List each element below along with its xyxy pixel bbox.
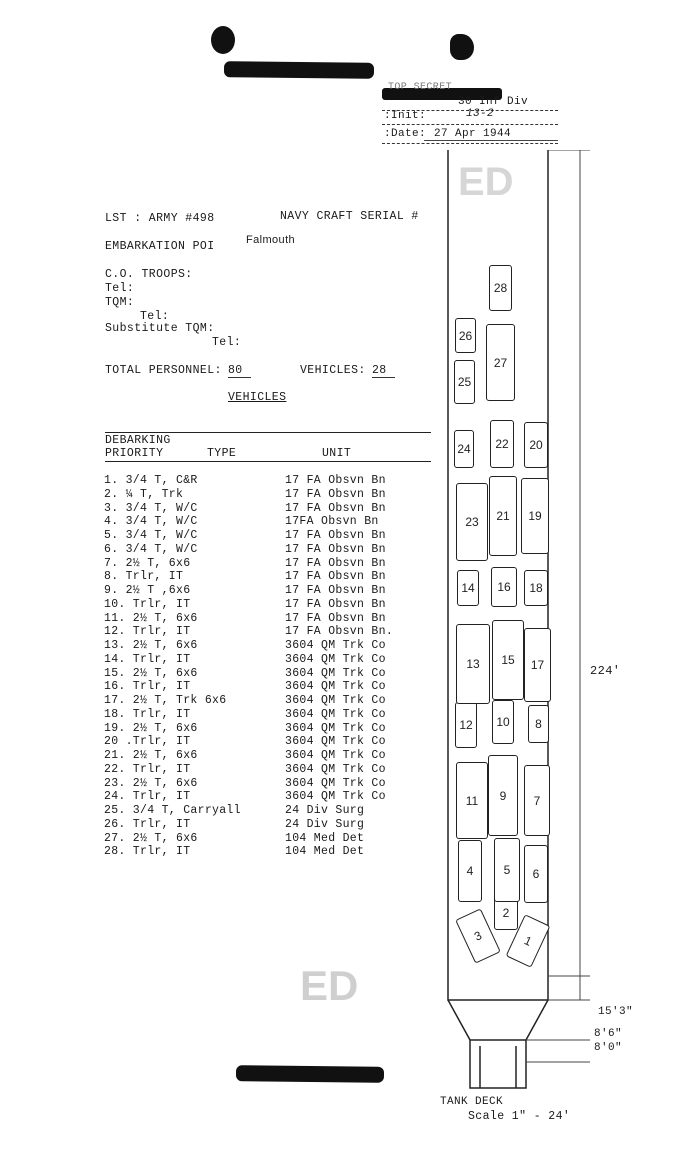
tel-label-3: Tel: — [212, 336, 242, 349]
vehicle-type-cell: 25. 3/4 T, Carryall — [104, 804, 241, 817]
deck-slot-5: 5 — [494, 838, 520, 902]
ghost-mark-top: ED — [458, 160, 514, 204]
deck-slot-21: 21 — [489, 476, 517, 556]
vehicle-unit-cell: 17 FA Obsvn Bn — [285, 529, 386, 542]
deck-slot-10: 10 — [492, 700, 514, 744]
vehicle-type-cell: 12. Trlr, IT — [104, 625, 191, 639]
redaction-bar-bottom — [236, 1065, 384, 1083]
vehicle-type-cell: 18. Trlr, IT — [104, 707, 191, 721]
deck-slot-17: 17 — [524, 628, 551, 702]
dim-a: 8'6" — [594, 1028, 623, 1040]
lst-army-label: LST : ARMY #498 — [105, 212, 215, 225]
vehicle-type-cell: 9. 2½ T ,6x6 — [104, 584, 191, 597]
deck-scale: Scale 1" - 24' — [468, 1110, 571, 1123]
vehicle-unit-cell: 3604 QM Trk Co — [285, 639, 386, 652]
deck-slot-11: 11 — [456, 762, 488, 839]
deck-slot-24: 24 — [454, 430, 474, 468]
header-date-label: :Date: — [384, 128, 427, 140]
vehicle-unit-cell: 3604 QM Trk Co — [285, 721, 386, 735]
vehicle-type-cell: 3. 3/4 T, W/C — [104, 501, 198, 515]
vehicle-type-cell: 7. 2½ T, 6x6 — [104, 556, 191, 570]
vehicle-unit-cell: 24 Div Surg — [285, 817, 365, 831]
vehicle-type-cell: 10. Trlr, IT — [104, 597, 191, 611]
vehicle-unit-cell: 17 FA Obsvn Bn — [285, 501, 386, 515]
embarkation-label: EMBARKATION POI — [105, 240, 215, 253]
vehicle-unit-cell: 17 FA Obsvn Bn — [285, 487, 386, 501]
header-init-value: 13-2 — [466, 108, 495, 120]
deck-slot-3: 3 — [455, 908, 501, 963]
vehicle-unit-cell: 17 FA Obsvn Bn — [285, 611, 386, 625]
vehicle-type-cell: 6. 3/4 T, W/C — [104, 542, 198, 556]
vehicle-unit-cell: 3604 QM Trk Co — [285, 749, 386, 762]
substitute-tqm-label: Substitute TQM: — [105, 322, 215, 335]
vehicle-type-cell: 26. Trlr, IT — [104, 817, 191, 831]
deck-slot-16: 16 — [491, 567, 517, 607]
vehicle-type-cell: 16. Trlr, IT — [104, 680, 191, 694]
vehicle-type-cell: 4. 3/4 T, W/C — [104, 515, 198, 529]
total-personnel-value: 80 — [228, 364, 251, 378]
deck-slot-14: 14 — [457, 570, 479, 606]
vehicle-unit-cell: 104 Med Det — [285, 831, 365, 845]
header-type: TYPE — [207, 447, 237, 460]
deck-slot-4: 4 — [458, 840, 482, 902]
vehicle-unit-cell: 17 FA Obsvn Bn. — [285, 625, 394, 639]
vehicle-type-cell: 11. 2½ T, 6x6 — [104, 611, 198, 625]
vehicle-unit-cell: 3604 QM Trk Co — [285, 694, 386, 707]
vehicle-unit-cell: 3604 QM Trk Co — [285, 790, 386, 804]
deck-slot-25: 25 — [454, 360, 475, 404]
vehicle-unit-cell: 104 Med Det — [285, 845, 365, 859]
deck-slot-13: 13 — [456, 624, 490, 704]
vehicle-type-cell: 22. Trlr, IT — [104, 762, 191, 776]
deck-slot-9: 9 — [488, 755, 518, 836]
co-troops-label: C.O. TROOPS: — [105, 268, 193, 281]
vehicle-unit-cell: 3604 QM Trk Co — [285, 652, 386, 666]
dim-b: 8'0" — [594, 1042, 623, 1054]
deck-caption: TANK DECK — [440, 1096, 504, 1108]
deck-slot-8: 8 — [528, 705, 549, 743]
deck-slot-20: 20 — [524, 422, 548, 468]
vehicle-type-cell: 20 .Trlr, IT — [104, 735, 191, 749]
deck-slot-28: 28 — [489, 265, 512, 311]
tel-label-1: Tel: — [105, 282, 135, 295]
vehicle-unit-cell: 17 FA Obsvn Bn — [285, 556, 386, 570]
ghost-mark-bottom: ED — [300, 962, 359, 1009]
deck-slot-15: 15 — [492, 620, 524, 700]
vehicle-unit-cell: 3604 QM Trk Co — [285, 707, 386, 721]
vehicle-type-cell: 21. 2½ T, 6x6 — [104, 749, 198, 762]
deck-slot-7: 7 — [524, 765, 550, 836]
deck-slot-18: 18 — [524, 570, 548, 606]
vehicle-unit-cell: 17FA Obsvn Bn — [285, 515, 379, 529]
vehicle-unit-cell: 17 FA Obsvn Bn — [285, 597, 386, 611]
vehicle-type-cell: 23. 2½ T, 6x6 — [104, 776, 198, 790]
header-init-label: :Init: — [384, 110, 427, 122]
deck-slot-12: 12 — [455, 702, 477, 748]
deck-slot-27: 27 — [486, 324, 515, 401]
vehicle-type-cell: 28. Trlr, IT — [104, 845, 191, 859]
vehicle-unit-cell: 3604 QM Trk Co — [285, 776, 386, 790]
vehicle-unit-cell: 24 Div Surg — [285, 804, 365, 817]
total-personnel-label: TOTAL PERSONNEL: — [105, 364, 222, 377]
vehicle-unit-cell: 17 FA Obsvn Bn — [285, 474, 386, 487]
embarkation-value: Falmouth — [246, 234, 296, 246]
header-priority-line1: DEBARKING — [105, 434, 171, 447]
deck-slot-19: 19 — [521, 478, 549, 554]
vehicle-unit-cell: 17 FA Obsvn Bn — [285, 570, 386, 584]
vehicle-type-cell: 13. 2½ T, 6x6 — [104, 639, 198, 652]
vehicle-unit-cell: 3604 QM Trk Co — [285, 735, 386, 749]
vehicle-type-cell: 15. 2½ T, 6x6 — [104, 666, 198, 680]
vehicles-count-label: VEHICLES: — [300, 364, 366, 377]
vehicle-type-cell: 5. 3/4 T, W/C — [104, 529, 198, 542]
vehicle-unit-cell: 17 FA Obsvn Bn — [285, 584, 386, 597]
deck-slot-1: 1 — [506, 914, 551, 968]
vehicles-section-heading: VEHICLES — [228, 391, 287, 404]
classification-stamp: TOP SECRET — [388, 82, 453, 93]
vehicles-count-value: 28 — [372, 364, 395, 378]
vehicle-type-cell: 24. Trlr, IT — [104, 790, 191, 804]
vehicle-type-cell: 14. Trlr, IT — [104, 652, 191, 666]
vehicle-unit-cell: 3604 QM Trk Co — [285, 680, 386, 694]
deck-slot-22: 22 — [490, 420, 514, 468]
vehicle-type-cell: 19. 2½ T, 6x6 — [104, 721, 198, 735]
dim-ramp: 15'3" — [598, 1006, 634, 1018]
tel-label-2: Tel: — [140, 310, 170, 323]
vehicle-type-cell: 27. 2½ T, 6x6 — [104, 831, 198, 845]
header-unit: UNIT — [322, 447, 352, 460]
deck-slot-6: 6 — [524, 845, 548, 903]
header-title-line: 30 Inf Div — [458, 96, 529, 108]
navy-craft-serial-label: NAVY CRAFT SERIAL # — [280, 210, 419, 223]
vehicle-type-cell: 8. Trlr, IT — [104, 570, 184, 584]
tqm-label: TQM: — [105, 296, 135, 309]
dim-length: 224' — [590, 664, 621, 678]
header-date-value: 27 Apr 1944 — [434, 128, 512, 140]
header-priority-line2: PRIORITY — [105, 447, 164, 460]
deck-slot-23: 23 — [456, 483, 488, 561]
deck-slot-26: 26 — [455, 318, 476, 353]
vehicle-type-cell: 17. 2½ T, Trk 6x6 — [104, 694, 227, 707]
vehicle-unit-cell: 3604 QM Trk Co — [285, 762, 386, 776]
vehicle-unit-cell: 3604 QM Trk Co — [285, 666, 386, 680]
vehicle-unit-cell: 17 FA Obsvn Bn — [285, 542, 386, 556]
deck-slot-2: 2 — [494, 896, 518, 930]
vehicle-type-cell: 2. ¼ T, Trk — [104, 487, 184, 501]
vehicle-type-cell: 1. 3/4 T, C&R — [104, 474, 198, 487]
